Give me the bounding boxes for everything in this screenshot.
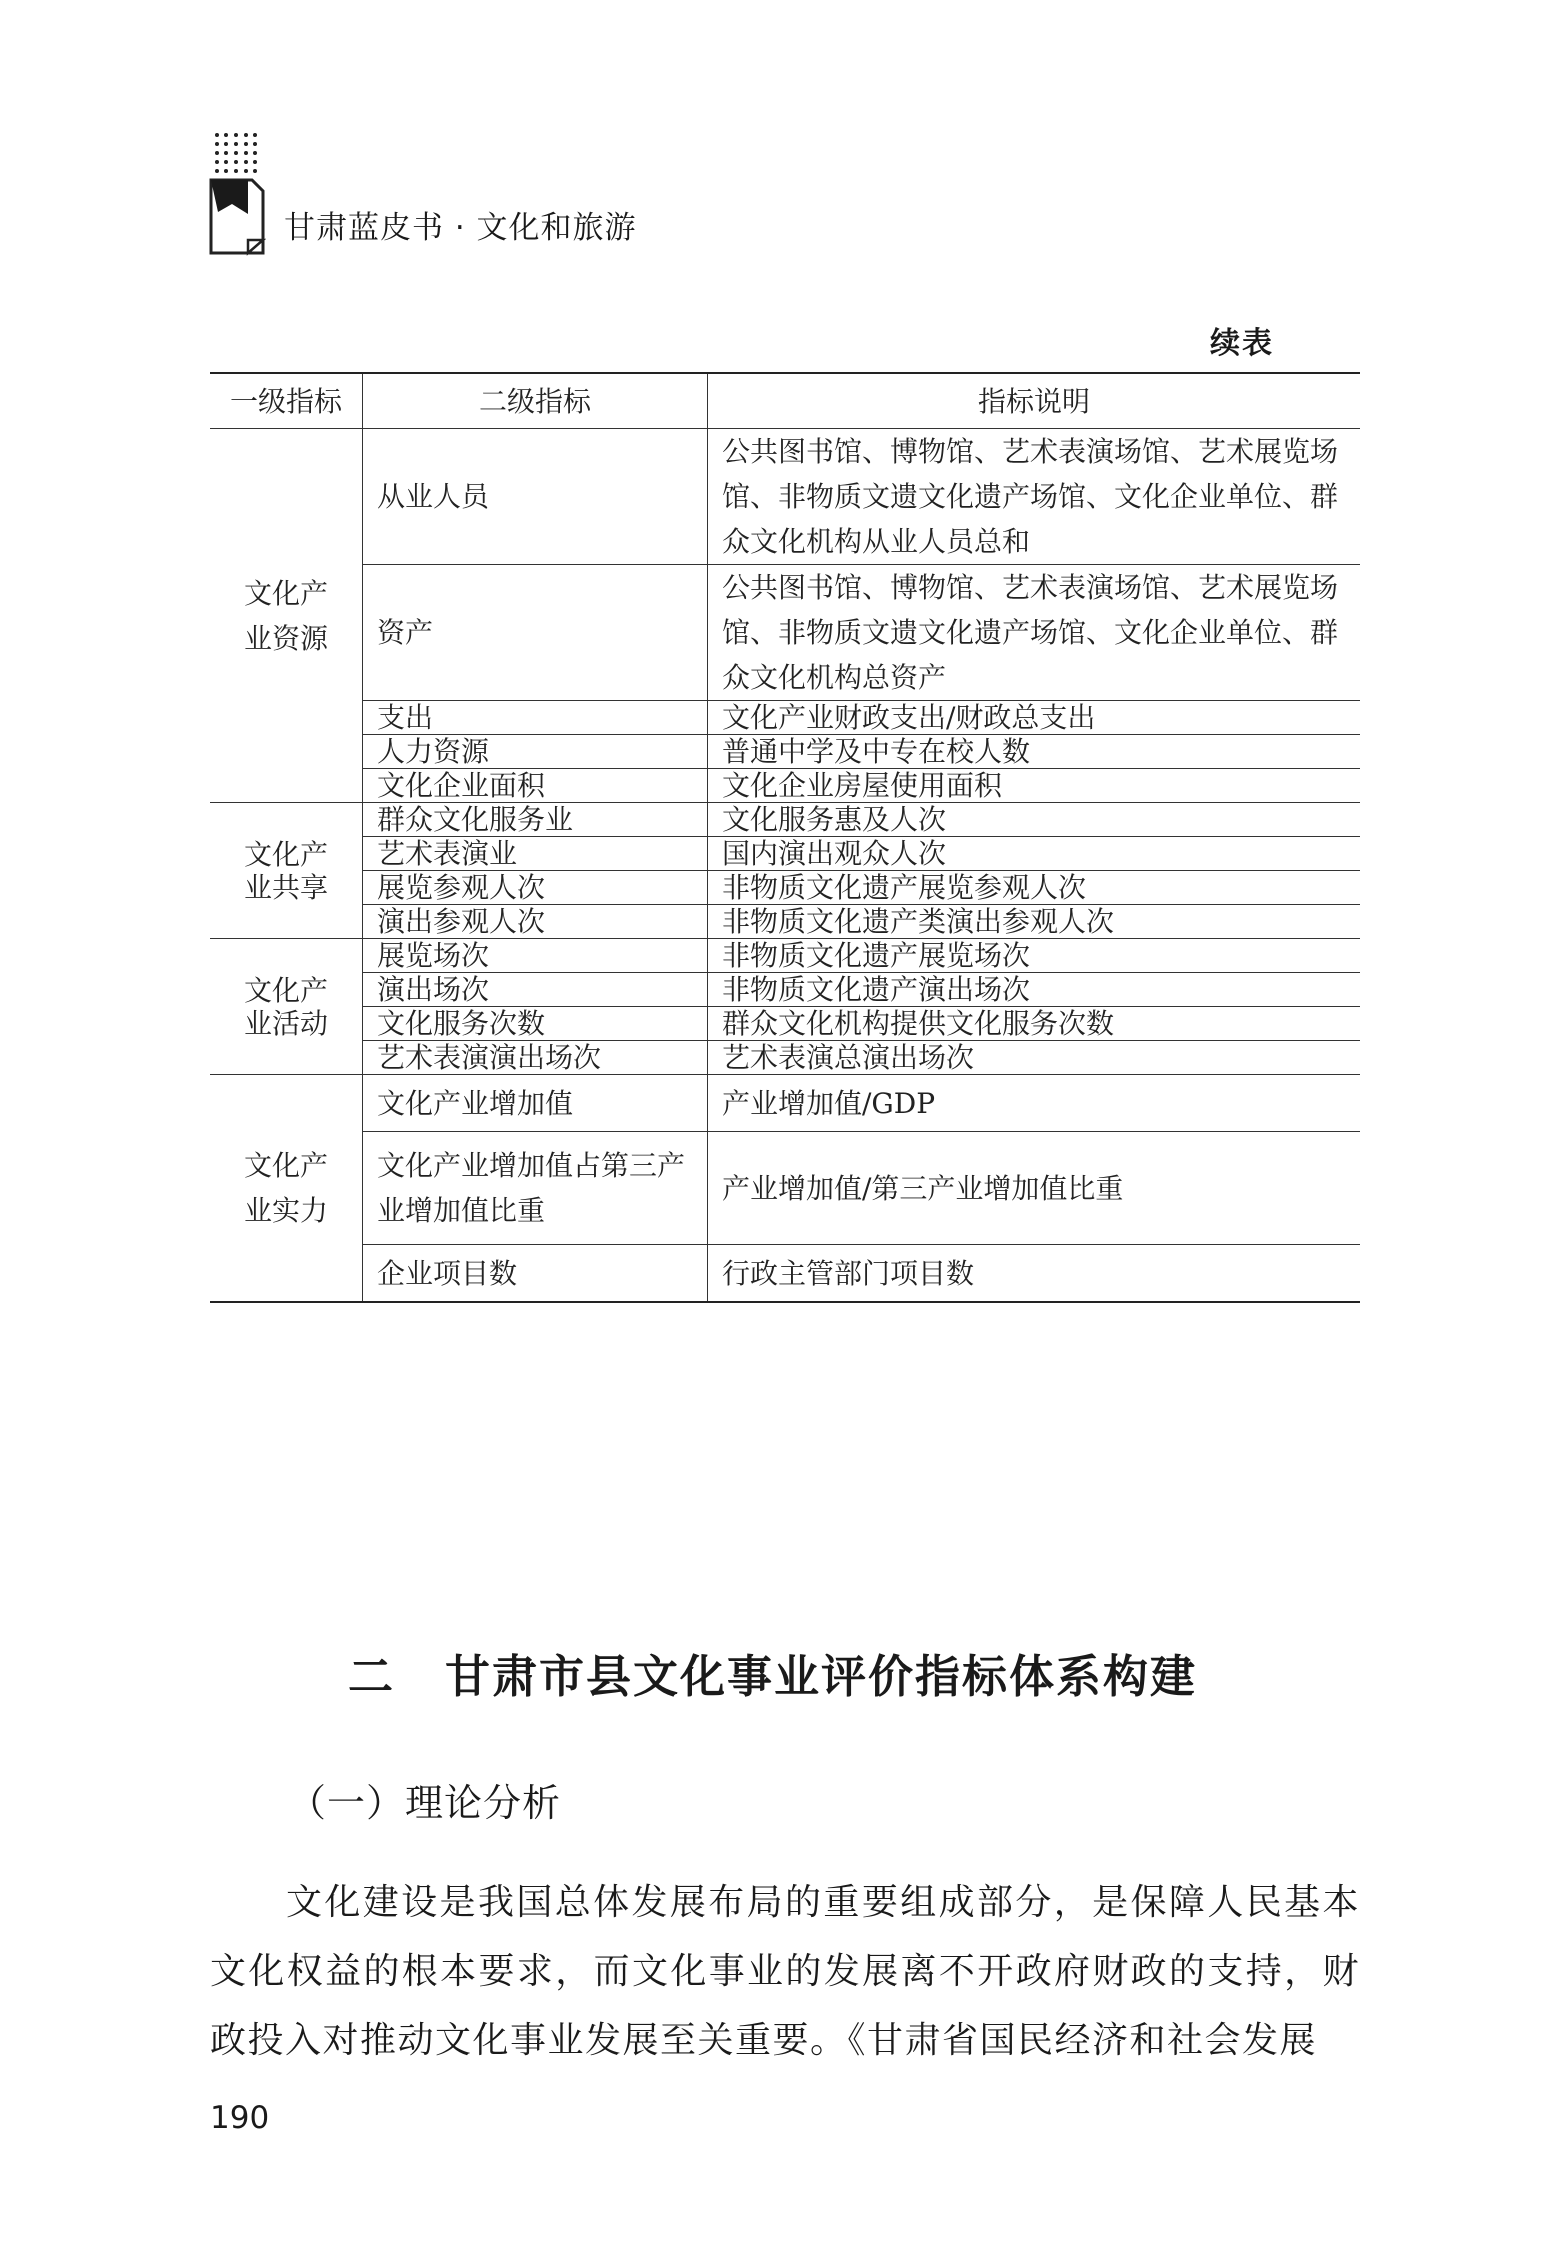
level1-label: 文化产业活动 bbox=[243, 973, 328, 1040]
level2-cell: 展览场次 bbox=[363, 939, 708, 973]
level1-label: 文化产业共享 bbox=[243, 837, 328, 904]
table-row bbox=[210, 1245, 1360, 1303]
table-row bbox=[210, 769, 1360, 803]
level2-cell: 演出场次 bbox=[363, 973, 708, 1007]
description-cell: 非物质文化遗产类演出参观人次 bbox=[708, 905, 1361, 939]
level2-cell: 展览参观人次 bbox=[363, 871, 708, 905]
description-cell: 群众文化机构提供文化服务次数 bbox=[708, 1007, 1361, 1041]
table-row bbox=[210, 701, 1360, 735]
table-header-row bbox=[210, 373, 1360, 429]
level2-cell: 文化产业增加值占第三产业增加值比重 bbox=[363, 1132, 708, 1245]
body-paragraph: 文化建设是我国总体发展布局的重要组成部分，是保障人民基本文化权益的根本要求，而文化事业的发展离不开政府财政的支持，财政投入对推动文化事业发展至关重要。《甘肃省国民经济和社会发展 bbox=[210, 1882, 1360, 2061]
level2-cell: 艺术表演业 bbox=[363, 837, 708, 871]
description-cell: 行政主管部门项目数 bbox=[708, 1245, 1361, 1303]
table-row bbox=[210, 1132, 1360, 1245]
description-cell: 产业增加值/第三产业增加值比重 bbox=[708, 1132, 1361, 1245]
level2-cell: 文化企业面积 bbox=[363, 769, 708, 803]
table-row bbox=[210, 837, 1360, 871]
level1-cell bbox=[210, 1075, 363, 1303]
description-cell: 非物质文化遗产展览参观人次 bbox=[708, 871, 1361, 905]
book-corner-icon bbox=[208, 178, 266, 256]
table-row bbox=[210, 1075, 1360, 1132]
level2-cell: 文化产业增加值 bbox=[363, 1075, 708, 1132]
level1-label: 文化产业资源 bbox=[243, 576, 328, 655]
description-cell: 国内演出观众人次 bbox=[708, 837, 1361, 871]
description-cell: 公共图书馆、博物馆、艺术表演场馆、艺术展览场馆、非物质文遗文化遗产场馆、文化企业单位、群众文化机构总资产 bbox=[708, 565, 1361, 701]
level2-cell: 企业项目数 bbox=[363, 1245, 708, 1303]
table-row bbox=[210, 905, 1360, 939]
description-cell: 文化服务惠及人次 bbox=[708, 803, 1361, 837]
indicator-table bbox=[210, 372, 1360, 1303]
table-row bbox=[210, 1007, 1360, 1041]
header-dots-ornament bbox=[212, 130, 260, 176]
level1-cell bbox=[210, 429, 363, 803]
table-row bbox=[210, 429, 1360, 565]
table-continued-caption: 续表 bbox=[1210, 326, 1274, 361]
description-cell: 非物质文化遗产展览场次 bbox=[708, 939, 1361, 973]
table-row bbox=[210, 973, 1360, 1007]
table-row bbox=[210, 871, 1360, 905]
table-row bbox=[210, 735, 1360, 769]
column-header-level1: 一级指标 bbox=[210, 373, 363, 429]
level2-cell: 群众文化服务业 bbox=[363, 803, 708, 837]
table-row bbox=[210, 803, 1360, 837]
section-title: 甘肃市县文化事业评价指标体系构建 bbox=[445, 1650, 1198, 1703]
level1-label: 文化产业实力 bbox=[243, 1149, 328, 1227]
description-cell: 文化产业财政支出/财政总支出 bbox=[708, 701, 1361, 735]
description-cell: 文化企业房屋使用面积 bbox=[708, 769, 1361, 803]
level2-cell: 支出 bbox=[363, 701, 708, 735]
description-cell: 公共图书馆、博物馆、艺术表演场馆、艺术展览场馆、非物质文遗文化遗产场馆、文化企业单位、群众文化机构从业人员总和 bbox=[708, 429, 1361, 565]
level2-cell: 文化服务次数 bbox=[363, 1007, 708, 1041]
column-header-description: 指标说明 bbox=[708, 373, 1361, 429]
level1-cell bbox=[210, 803, 363, 939]
level2-cell: 资产 bbox=[363, 565, 708, 701]
column-header-level2: 二级指标 bbox=[363, 373, 708, 429]
description-cell: 产业增加值/GDP bbox=[708, 1075, 1361, 1132]
section-heading bbox=[348, 1640, 1197, 1705]
level2-cell: 演出参观人次 bbox=[363, 905, 708, 939]
level2-cell: 艺术表演演出场次 bbox=[363, 1041, 708, 1075]
level2-cell: 从业人员 bbox=[363, 429, 708, 565]
table-row bbox=[210, 1041, 1360, 1075]
running-header-title: 甘肃蓝皮书 · 文化和旅游 bbox=[284, 210, 637, 246]
description-cell: 艺术表演总演出场次 bbox=[708, 1041, 1361, 1075]
level1-cell bbox=[210, 939, 363, 1075]
page-number: 190 bbox=[210, 2100, 270, 2136]
description-cell: 普通中学及中专在校人数 bbox=[708, 735, 1361, 769]
section-number: 二 bbox=[348, 1650, 396, 1703]
subsection-heading: （一）理论分析 bbox=[288, 1781, 562, 1825]
description-cell: 非物质文化遗产演出场次 bbox=[708, 973, 1361, 1007]
table-row bbox=[210, 939, 1360, 973]
level2-cell: 人力资源 bbox=[363, 735, 708, 769]
table-row bbox=[210, 565, 1360, 701]
